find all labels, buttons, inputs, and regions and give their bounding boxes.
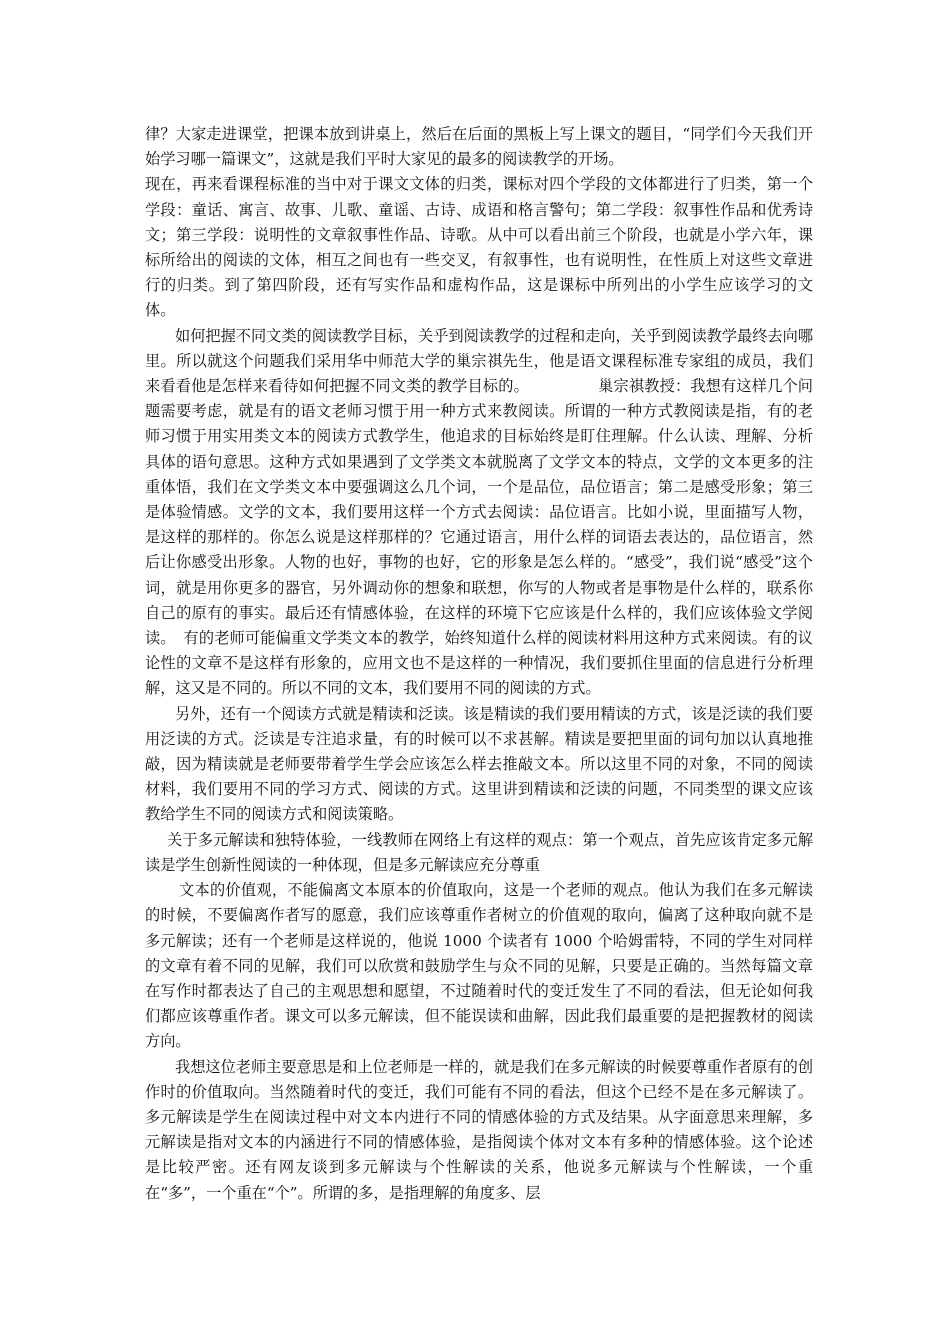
paragraph-6: 文本的价值观，不能偏离文本原本的价值取向，这是一个老师的观点。他认为我们在多元解读的时候，不要偏离作者写的愿意，我们应该尊重作者树立的价值观的取向，偏离了这种取向就不是多元解读；还有一个老师是这样说的，他说 1000 个读者有 1000 个哈姆雷特，不同的学生对同样的文章有着不同的见解，我们可以欣赏和鼓励学生与众不同的见解，只要是正确的。当然每篇文章在写作时都表达了自己的主观思想和愿望，不过随着时代的变迁发生了不同的看法，但无论如何我们都应该尊重作者。课文可以多元解读，但不能误读和曲解，因此我们最重要的是把握教材的阅读方向。	[145, 881, 813, 1051]
paragraph-1: 律？大家走进课堂，把课本放到讲桌上，然后在后面的黑板上写上课文的题目，“同学们今天我们开始学习哪一篇课文”，这就是我们平时大家见的最多的阅读教学的开场。	[145, 125, 813, 169]
paragraph-3: 如何把握不同文类的阅读教学目标，关乎到阅读教学的过程和走向，关乎到阅读教学最终去向哪里。所以就这个问题我们采用华中师范大学的巢宗祺先生，他是语文课程标准专家组的成员，我们来看看他是怎样来看待如何把握不同文类的教学目标的。 巢宗祺教授：我想有这样几个问题需要考虑，就是有的语文老师习惯于用一种方式来教阅读。所谓的一种方式教阅读是指，有的老师习惯于用实用类文本的阅读方式教学生，他追求的目标始终是盯住理解。什么认读、理解、分析具体的语句意思。这种方式如果遇到了文学类文本就脱离了文学文本的特点，文学的文本更多的注重体悟，我们在文学类文本中要强调这么几个词，一个是品位，品位语言；第二是感受形象；第三是体验情感。文学的文本，我们要用这样一个方式去阅读：品位语言。比如小说，里面描写人物，是这样的那样的。你怎么说是这样那样的？它通过语言，用什么样的词语去表达的，品位语言，然后让你感受出形象。人物的也好，事物的也好，它的形象是怎么样的。“感受”，我们说“感受”这个词，就是用你更多的器官，另外调动你的想象和联想，你写的人物或者是事物是什么样的，联系你自己的原有的事实。最后还有情感体验，在这样的环境下它应该是什么样的，我们应该体验文学阅读。 有的老师可能偏重文学类文本的教学，始终知道什么样的阅读材料用这种方式来阅读。有的议论性的文章不是这样有形象的，应用文也不是这样的一种情况，我们要抓住里面的信息进行分析理解，这又是不同的。所以不同的文本，我们要用不同的阅读的方式。	[145, 326, 813, 698]
document-page	[145, 122, 813, 1206]
paragraph-2: 现在，再来看课程标准的当中对于课文文体的归类，课标对四个学段的文体都进行了归类，第一个学段：童话、寓言、故事、儿歌、童谣、古诗、成语和格言警句；第二学段：叙事性作品和优秀诗文；第三学段：说明性的文章叙事性作品、诗歌。从中可以看出前三个阶段，也就是小学六年，课标所给出的阅读的文体，相互之间也有一些交叉，有叙事性，也有说明性，在性质上对这些文章进行的归类。到了第四阶段，还有写实作品和虚构作品，这是课标中所列出的小学生应该学习的文体。	[145, 175, 813, 320]
paragraph-5: 关于多元解读和独特体验，一线教师在网络上有这样的观点：第一个观点，首先应该肯定多元解读是学生创新性阅读的一种体现，但是多元解读应充分尊重	[145, 830, 813, 874]
paragraph-7: 我想这位老师主要意思是和上位老师是一样的，就是我们在多元解读的时候要尊重作者原有的创作时的价值取向。当然随着时代的变迁，我们可能有不同的看法，但这个已经不是在多元解读了。多元解读是学生在阅读过程中对文本内进行不同的情感体验的方式及结果。从字面意思来理解，多元解读是指对文本的内涵进行不同的情感体验，是指阅读个体对文本有多种的情感体验。这个论述是比较严密。还有网友谈到多元解读与个性解读的关系，他说多元解读与个性解读，一个重在“多”，一个重在“个”。所谓的多，是指理解的角度多、层	[145, 1057, 813, 1202]
paragraph-4: 另外，还有一个阅读方式就是精读和泛读。该是精读的我们要用精读的方式，该是泛读的我们要用泛读的方式。泛读是专注追求量，有的时候可以不求甚解。精读是要把里面的词句加以认真地推敲，因为精读就是老师要带着学生学会应该怎么样去推敲文本。所以这里不同的对象，不同的阅读材料，我们要用不同的学习方式、阅读的方式。这里讲到精读和泛读的问题，不同类型的课文应该教给学生不同的阅读方式和阅读策略。	[145, 704, 813, 824]
